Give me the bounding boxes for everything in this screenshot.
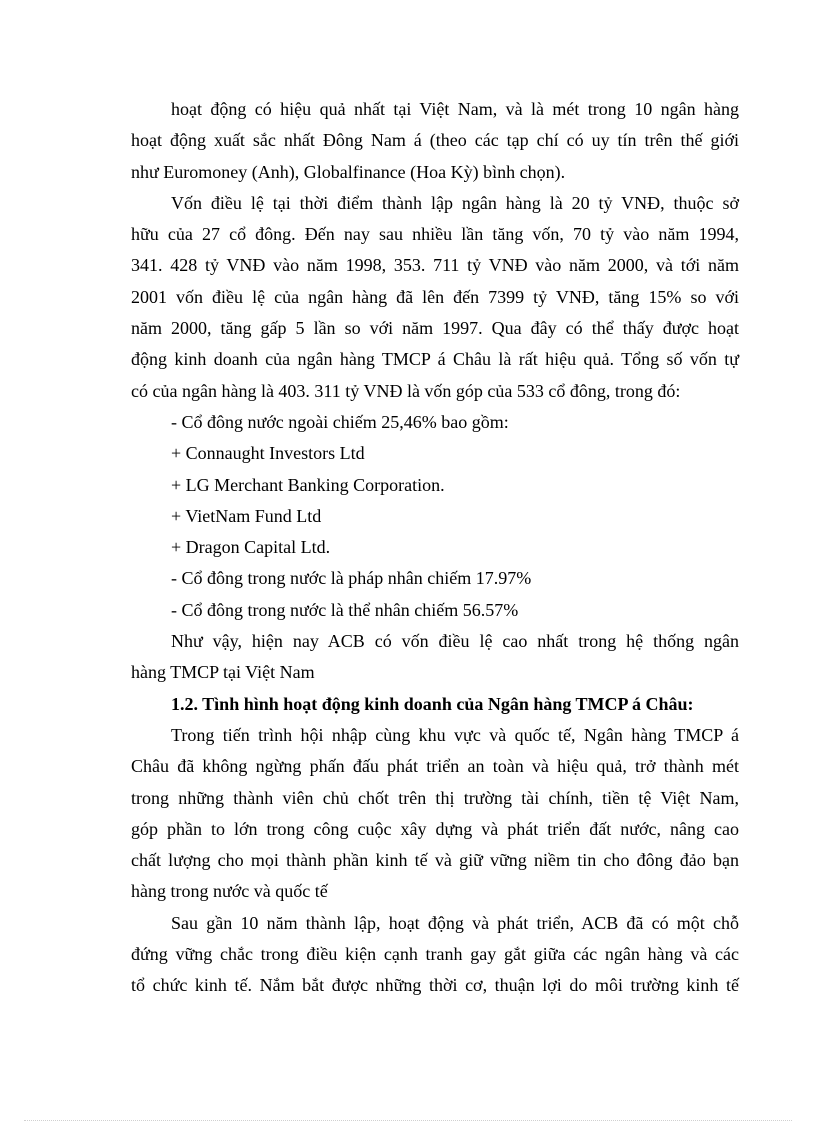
text-line: 341. 428 tỷ VNĐ vào năm 1998, 353. 711 tỷ VNĐ vào năm 2000, và tới năm xyxy=(131,255,739,276)
page-bottom-divider xyxy=(24,1120,792,1121)
text-line: Sau gần 10 năm thành lập, hoạt động và phát triển, ACB đã có một chỗ xyxy=(171,912,739,933)
text-line: trong những thành viên chủ chốt trên thị trường tài chính, tiền tệ Việt Nam, xyxy=(131,787,739,808)
text-line: có của ngân hàng là 403. 311 tỷ VNĐ là vốn góp của 533 cổ đông, trong đó: xyxy=(131,380,681,401)
text-line: đứng vững chắc trong điều kiện cạnh tranh gay gắt giữa các ngân hàng và các xyxy=(131,944,739,965)
text-line: 2001 vốn điều lệ của ngân hàng đã lên đến 7399 tỷ VNĐ, tăng 15% so với xyxy=(131,286,739,307)
list-item: - Cổ đông trong nước là pháp nhân chiếm 17.97% xyxy=(171,568,532,589)
text-line: hoạt động xuất sắc nhất Đông Nam á (theo các tạp chí có uy tín trên thế giới xyxy=(131,130,739,151)
text-line: Châu đã không ngừng phấn đấu phát triển an toàn và hiệu quả, trở thành mét xyxy=(131,756,739,777)
text-line: như Euromoney (Anh), Globalfinance (Hoa Kỳ) bình chọn). xyxy=(131,161,566,182)
text-line: Vốn điều lệ tại thời điểm thành lập ngân hàng là 20 tỷ VNĐ, thuộc sở xyxy=(171,192,739,213)
list-item: + LG Merchant Banking Corporation. xyxy=(171,474,445,495)
text-line: hoạt động có hiệu quả nhất tại Việt Nam, và là mét trong 10 ngân hàng xyxy=(171,99,739,119)
text-line: hàng trong nước và quốc tế xyxy=(131,881,328,902)
text-line: góp phần to lớn trong công cuộc xây dựng và phát triển đất nước, nâng cao xyxy=(131,818,739,839)
text-line: Như vậy, hiện nay ACB có vốn điều lệ cao nhất trong hệ thống ngân xyxy=(171,631,739,652)
section-heading: 1.2. Tình hình hoạt động kinh doanh của Ngân hàng TMCP á Châu: xyxy=(171,693,694,714)
list-item: + Dragon Capital Ltd. xyxy=(171,537,331,558)
text-line: chất lượng cho mọi thành phần kinh tế và giữ vững niềm tin cho đông đảo bạn xyxy=(131,850,739,871)
list-item: + VietNam Fund Ltd xyxy=(171,505,322,526)
list-item: + Connaught Investors Ltd xyxy=(171,443,365,464)
text-line: động kinh doanh của ngân hàng TMCP á Châu là rất hiệu quả. Tổng số vốn tự xyxy=(131,349,739,370)
list-item: - Cổ đông nước ngoài chiếm 25,46% bao gồm: xyxy=(171,411,509,432)
text-line: hữu của 27 cổ đông. Đến nay sau nhiều lần tăng vốn, 70 tỷ vào năm 1994, xyxy=(131,224,739,245)
text-line: hàng TMCP tại Việt Nam xyxy=(131,662,315,683)
text-line: Trong tiến trình hội nhập cùng khu vực và quốc tế, Ngân hàng TMCP á xyxy=(171,724,739,745)
list-item: - Cổ đông trong nước là thể nhân chiếm 56.57% xyxy=(171,599,519,620)
document-body xyxy=(131,94,739,1002)
text-line: tổ chức kinh tế. Nắm bắt được những thời cơ, thuận lợi do môi trường kinh tế xyxy=(131,975,739,996)
text-line: năm 2000, tăng gấp 5 lần so với năm 1997. Qua đây có thể thấy được hoạt xyxy=(131,318,739,339)
